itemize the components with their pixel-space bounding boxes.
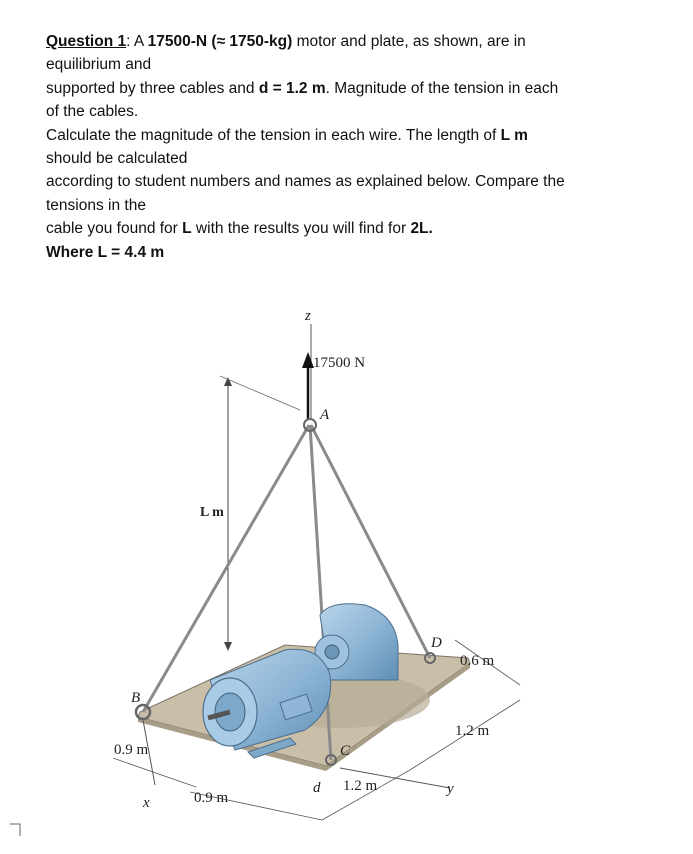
question-line-8: tensions in the [46,196,146,214]
label-y: y [447,781,454,797]
label-d-lower: d [313,780,321,796]
l-label: L m [500,126,528,144]
question-line-2: equilibrium and [46,56,152,74]
question-line-9: cable you found for L with the results you will find for 2L. [46,220,433,238]
length-ext-line [220,376,300,410]
label-dim-bottom-left: 0.9 m [194,790,229,806]
force-value: 17500-N (≈ 1750-kg) [147,33,293,50]
question-line-5: Calculate the magnitude of the tension in each wire. The length of L m [46,126,528,144]
motor-plate-figure [0,280,693,849]
question-label: Question 1 [46,33,127,50]
label-dim-right: 1.2 m [455,723,490,739]
figure-svg [0,280,693,849]
label-force: 17500 N [313,355,366,371]
label-dim-bottom-mid: 1.2 m [343,778,378,794]
label-z: z [305,308,311,324]
d-value: d = 1.2 m [258,79,326,97]
question-line-3: supported by three cables and d = 1.2 m. Magnitude of the tension in each [46,79,559,97]
l-symbol: L [182,220,192,238]
label-b: B [131,690,141,706]
question-line-1: Question 1: A 17500-N (≈ 1750-kg) motor and plate, as shown, are in [46,33,526,50]
label-dim-left: 0.9 m [114,742,149,758]
page-corner-mark [10,824,20,836]
question-line-6: should be calculated [46,150,188,168]
label-dim-plate: 0.6 m [460,653,495,669]
label-c: C [340,743,351,759]
label-length: L m [200,505,224,520]
two-l: 2L. [410,220,433,238]
length-dim-arrow-bottom [224,642,232,651]
label-a: A [320,407,330,423]
question-line-7: according to student numbers and names as explained below. Compare the [46,173,565,191]
label-x: x [143,795,150,811]
label-d: D [431,635,442,651]
question-text [46,30,646,264]
motor-rear-hub-inner [325,645,339,659]
where-line: Where L = 4.4 m [46,243,165,261]
question-line-4: of the cables. [46,103,139,121]
